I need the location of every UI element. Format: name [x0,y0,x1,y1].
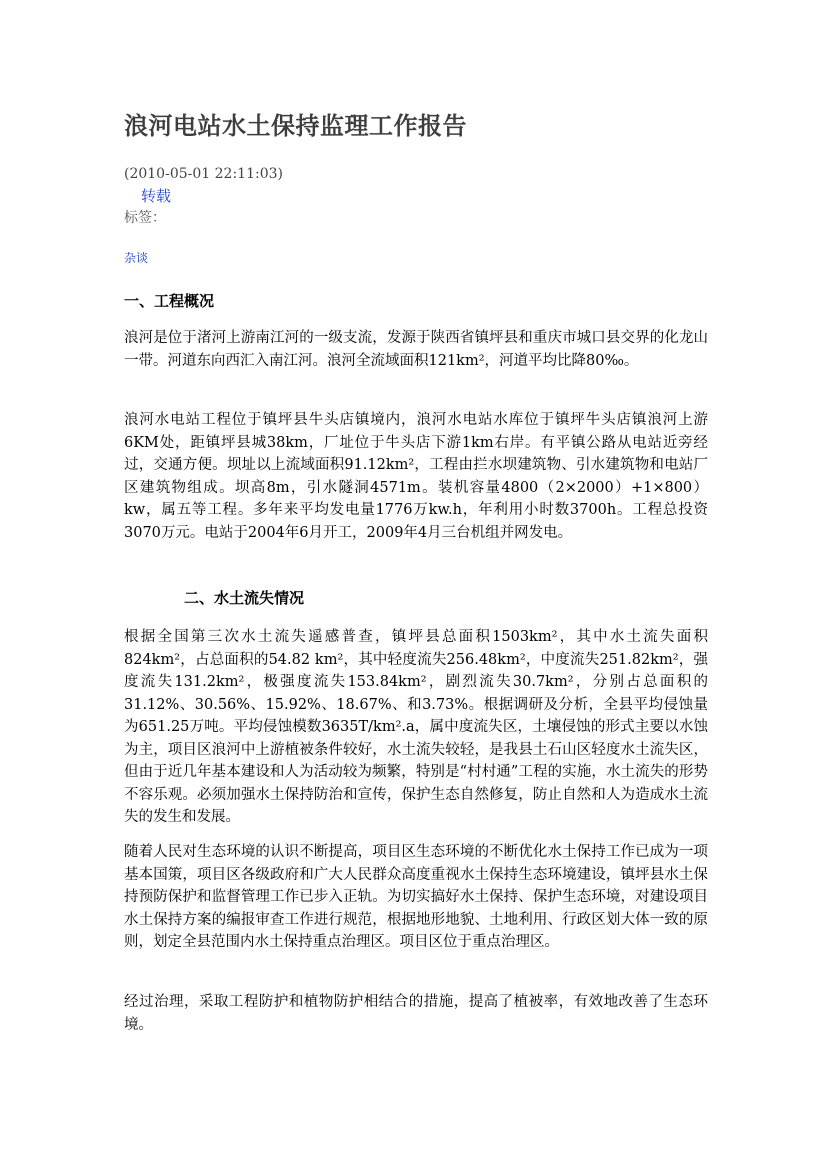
paragraph: 浪河是位于渚河上游南江河的一级支流，发源于陕西省镇坪县和重庆市城口县交界的化龙山一带。河道东向西汇入南江河。浪河全流域面积121km²，河道平均比降80‰。 [124,330,708,369]
paragraph: 经过治理，采取工程防护和植物防护相结合的措施，提高了植被率，有效地改善了生态环境。 [124,994,708,1033]
paragraph: 浪河水电站工程位于镇坪县牛头店镇境内，浪河水电站水库位于镇坪牛头店镇浪河上游6KM处，距镇坪县城38km，厂址位于牛头店下游1km右岸。有平镇公路从电站近旁经过，交通方便。坝址以上流域面积91.12km²，工程由拦水坝建筑物、引水建筑物和电站厂区建筑物组成。坝高8m，引水隧洞4571m。装机容量4800（2×2000）+1×800）kw，属五等工程。多年来平均发电量1776万kw.h，年利用小时数3700h。工程总投资3070万元。电站于2004年6月开工，2009年4月三台机组并网发电。 [124,412,708,541]
paragraph: 随着人民对生态环境的认识不断提高，项目区生态环境的不断优化水土保持工作已成为一项基本国策，项目区各级政府和广大人民群众高度重视水土保持生态环境建设，镇坪县水土保持预防保护和监督管理工作已步入正轨。为切实搞好水土保持、保护生态环境，对建设项目水土保持方案的编报审查工作进行规范，根据地形地貌、土地利用、行政区划大体一致的原则，划定全县范围内水土保持重点治理区。项目区位于重点治理区。 [124,844,708,950]
article-meta [124,163,283,229]
paragraph: 根据全国第三次水土流失遥感普查，镇坪县总面积1503km²，其中水土流失面积824km²，占总面积的54.82 km²，其中轻度流失256.48km²，中度流失251.82km²，强度流失131.2km²，极强度流失153.84km²，剧烈流失30.7km²，分别占总面积的31.12%、30.56%、15.92%、18.67%、和3.73%。根据调研及分析，全县平均侵蚀量为651.25万吨。平均侵蚀模数3635T/km².a，属中度流失区，土壤侵蚀的形式主要以水蚀为主，项目区浪河中上游植被条件较好，水土流失较轻，是我县土石山区轻度水土流失区，但由于近几年基本建设和人为活动较为频繁，特别是“村村通”工程的实施，水土流失的形势不容乐观。必须加强水土保持防治和宣传，保护生态自然修复，防止自然和人为造成水土流失的发生和发展。 [124,629,708,825]
repost-link[interactable]: 转载 [141,187,172,205]
article-title: 浪河电站水土保持监理工作报告 [124,111,467,140]
tag-link[interactable]: 杂谈 [124,251,149,265]
tags-label: 标签： [124,210,166,226]
section-heading-overview: 一、工程概况 [124,292,215,310]
section-heading-soil-erosion: 二、水土流失情况 [184,589,305,607]
publish-timestamp: (2010-05-01 22:11:03) [124,166,283,182]
